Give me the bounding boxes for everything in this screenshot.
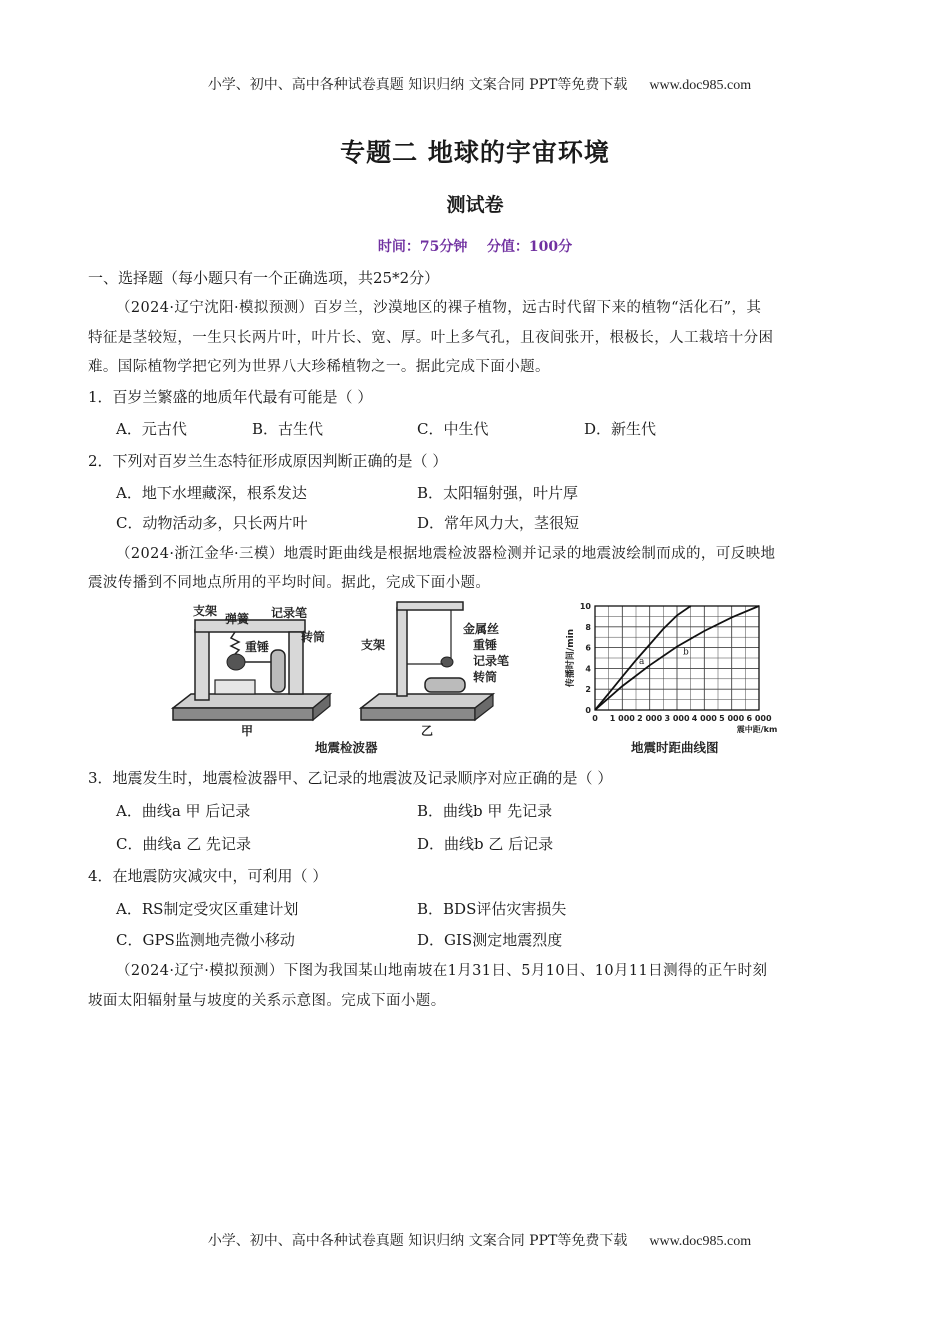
y-tick-label: 2 [585,685,591,695]
y-tick-label: 6 [585,643,591,653]
q1-stem: 1．百岁兰繁盛的地质年代最有可能是（ ） [88,388,373,406]
x-tick-label: 3 000 [664,714,690,723]
x-tick-label: 5 000 [719,714,745,723]
q3-stem: 3．地震发生时，地震检波器甲、乙记录的地震波及记录顺序对应正确的是（ ） [88,769,613,787]
q3-option-c[interactable]: C．曲线a 乙 先记录 [116,835,251,853]
q4-option-a[interactable]: A．RS制定受灾区重建计划 [116,900,299,918]
y-tick-label: 10 [579,602,591,611]
device-caption: 地震检波器 [315,740,378,755]
q4-option-b[interactable]: B．BDS评估灾害损失 [417,900,567,918]
x-tick-label: 1 000 [609,714,635,723]
seismograph-jia-drawing [165,598,335,722]
material3-line1: （2024·辽宁·模拟预测）下图为我国某山地南坡在1月31日、5月10日、10月11日测得的正午时刻 [116,963,768,979]
yi-label-name: 乙 [421,724,434,738]
material3-line2: 坡面太阳辐射量与坡度的关系示意图。完成下面小题。 [88,993,446,1009]
q1-option-b[interactable]: B．古生代 [252,420,324,438]
q1-option-c[interactable]: C．中生代 [417,420,489,438]
y-tick-label: 4 [585,664,591,674]
yi-label-zhongchui: 重锤 [473,638,498,652]
q2-option-d[interactable]: D．常年风力大，茎很短 [417,514,580,532]
footer-site-link[interactable]: www.doc985.com [649,1234,752,1249]
jia-label-zhongchui: 重锤 [245,640,270,654]
q4-stem: 4．在地震防灾减灾中，可利用（ ） [88,867,328,885]
q3-option-a[interactable]: A．曲线a 甲 后记录 [116,802,251,820]
figure-seismograph [165,598,795,760]
series-label-a: a [639,657,645,668]
jia-label-jilubi: 记录笔 [271,606,308,620]
yi-label-jinshusi: 金属丝 [463,622,500,636]
material1-line1: （2024·辽宁沈阳·模拟预测）百岁兰，沙漠地区的裸子植物，远古时代留下来的植物“活化石”，其 [116,300,762,316]
material1-line3: 难。国际植物学把它列为世界八大珍稀植物之一。据此完成下面小题。 [88,359,550,375]
series-label-b: b [683,647,689,658]
y-tick-label: 0 [585,706,591,715]
q2-option-c[interactable]: C．动物活动多，只长两片叶 [116,514,308,532]
x-tick-label: 0 [592,714,598,723]
header-text: 小学、初中、高中各种试卷真题 知识归纳 文案合同 PPT等免费下载 [207,77,628,93]
x-axis-label: 震中距/km [736,725,778,734]
x-tick-label: 2 000 [637,714,663,723]
q1-option-a[interactable]: A．元古代 [116,420,187,438]
q3-option-d[interactable]: D．曲线b 乙 后记录 [417,835,554,853]
material1-line2: 特征是茎较短，一生只长两片叶，叶片长、宽、厚。叶上多气孔，且夜间张开，根极长，人工栽培十分困 [88,330,774,346]
q2-option-b[interactable]: B．太阳辐射强，叶片厚 [417,484,579,502]
q4-option-d[interactable]: D．GIS测定地震烈度 [417,931,563,949]
section-heading: 一、选择题（每小题只有一个正确选项，共25*2分） [88,269,440,287]
q2-stem: 2．下列对百岁兰生态特征形成原因判断正确的是（ ） [88,452,448,470]
page-header [0,58,950,94]
yi-label-jilubi: 记录笔 [473,654,510,668]
page-title: 专题二 地球的宇宙环境 [340,138,610,167]
q4-option-c[interactable]: C．GPS监测地壳微小移动 [116,931,295,949]
q3-option-b[interactable]: B．曲线b 甲 先记录 [417,802,553,820]
exam-meta: 时间：75分钟 分值：100分 [377,239,573,255]
footer-text: 小学、初中、高中各种试卷真题 知识归纳 文案合同 PPT等免费下载 [207,1233,628,1249]
yi-label-zhuantong: 转筒 [473,670,498,684]
jia-label-tanhuang: 弹簧 [225,612,250,626]
y-tick-label: 8 [585,622,591,632]
time-distance-chart [563,598,795,760]
page-footer [0,1214,950,1250]
y-axis-label: 传播时间/min [566,628,576,688]
x-tick-label: 4 000 [691,714,717,723]
jia-label-name: 甲 [241,724,254,738]
chart-caption: 地震时距曲线图 [631,740,719,755]
header-site-link[interactable]: www.doc985.com [649,78,752,93]
material2-line2: 震波传播到不同地点所用的平均时间。据此，完成下面小题。 [88,575,491,591]
q2-option-a[interactable]: A．地下水埋藏深，根系发达 [116,484,307,502]
yi-label-zhijia: 支架 [361,638,386,652]
jia-label-zhuantong: 转筒 [301,630,326,644]
page-subtitle: 测试卷 [446,194,504,216]
jia-label-zhijia: 支架 [193,604,218,618]
material2-line1: （2024·浙江金华·三模）地震时距曲线是根据地震检波器检测并记录的地震波绘制而成的，可反映地 [116,546,776,562]
q1-option-d[interactable]: D．新生代 [584,420,657,438]
x-tick-label: 6 000 [746,714,772,723]
